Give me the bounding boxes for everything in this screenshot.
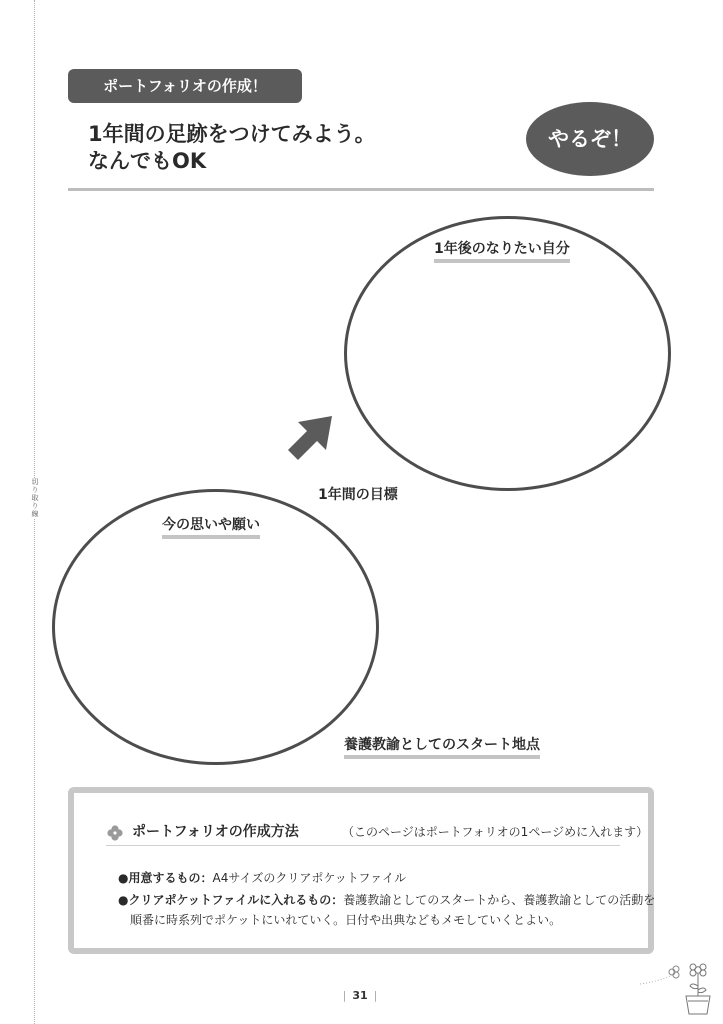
howto-title: ポートフォリオの作成方法 bbox=[132, 824, 299, 840]
annual-goal-label: 1年間の目標 bbox=[318, 487, 398, 503]
howto-item-contents-body: 養護教諭としてのスタートから、養護教諭としての活動を bbox=[343, 893, 656, 907]
future-self-label: 1年後のなりたい自分 bbox=[434, 238, 570, 263]
section-title: ポートフォリオの作成！ bbox=[68, 69, 302, 103]
howto-box bbox=[68, 787, 654, 954]
page-number: | 31 | bbox=[342, 989, 378, 1002]
motivation-badge: やるぞ！ bbox=[526, 102, 654, 176]
howto-title-row bbox=[106, 821, 649, 846]
howto-item-contents bbox=[118, 892, 655, 908]
lead-text bbox=[88, 121, 488, 175]
clover-icon bbox=[106, 824, 124, 842]
start-point-label: 養護教諭としてのスタート地点 bbox=[344, 734, 540, 759]
howto-item-prepare bbox=[118, 870, 406, 886]
arrow-shape bbox=[288, 416, 332, 460]
header-divider bbox=[68, 188, 654, 191]
arrow-up-right-icon bbox=[282, 410, 338, 466]
howto-item-prepare-head: ●用意するもの： bbox=[118, 871, 213, 885]
current-wishes-label: 今の思いや願い bbox=[162, 514, 260, 539]
howto-item-contents-head: ●クリアポケットファイルに入れるもの： bbox=[118, 893, 344, 907]
howto-item-contents-cont: 順番に時系列でポケットにいれていく。日付や出典などもメモしていくとよい。 bbox=[130, 913, 562, 927]
cut-line-label: 切り取り線 bbox=[26, 478, 40, 518]
lead-line-1: 1年間の足跡をつけてみよう。 bbox=[88, 122, 376, 146]
lead-line-2: なんでもOK bbox=[88, 149, 207, 173]
flower-pot-icon bbox=[636, 960, 716, 1016]
howto-item-prepare-body: A4サイズのクリアポケットファイル bbox=[212, 871, 407, 885]
howto-note: （このページはポートフォリオの1ページめに入れます） bbox=[342, 825, 649, 839]
page-number-value: 31 bbox=[352, 989, 368, 1002]
